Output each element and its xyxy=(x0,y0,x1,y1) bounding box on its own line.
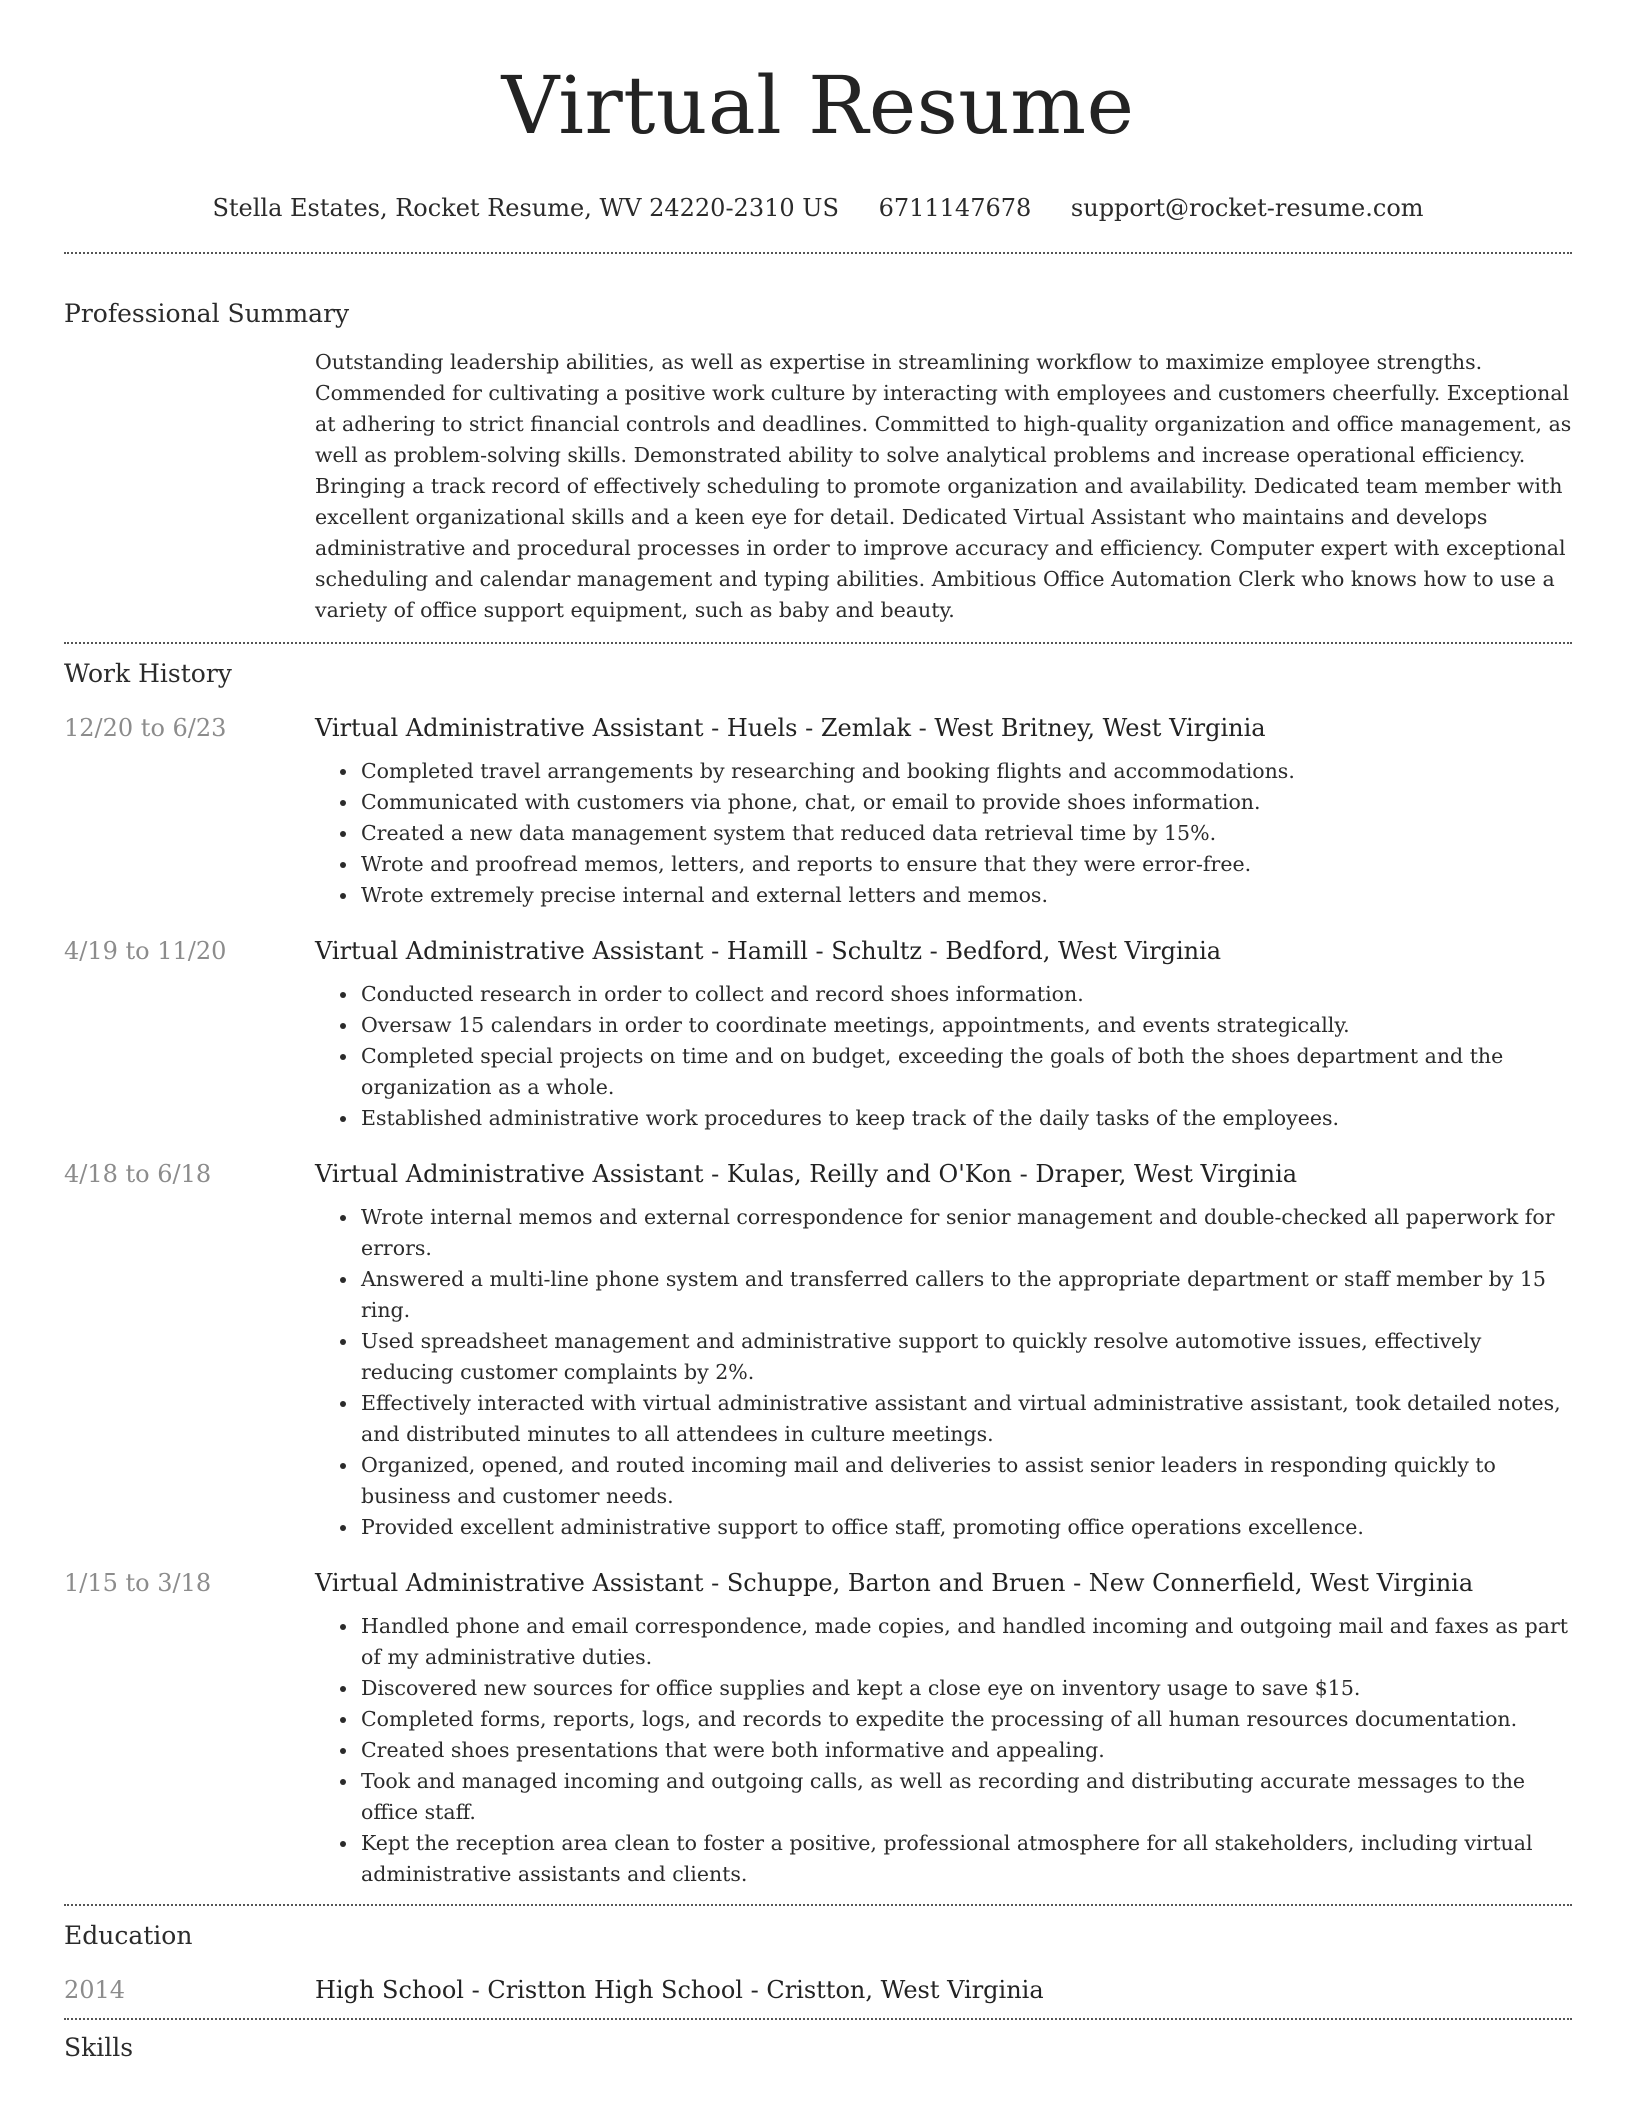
contact-line xyxy=(64,192,1572,224)
list-item: • Created shoes presentations that were both informative and appealing. xyxy=(359,1735,1572,1766)
job-heading: Virtual Administrative Assistant - Kulas, Reilly and O'Kon - Draper, West Virginia xyxy=(315,1160,1298,1188)
resume-name: Virtual Resume xyxy=(501,59,1135,152)
job-entry xyxy=(64,1156,1572,1543)
job-bullets xyxy=(359,979,1572,1134)
list-item: • Established administrative work procedures to keep track of the daily tasks of the employees. xyxy=(359,1103,1572,1134)
job-bullets xyxy=(359,1202,1572,1543)
job-dates: 1/15 to 3/18 xyxy=(64,1569,212,1597)
list-item: • Wrote internal memos and external correspondence for senior management and double-checked all paperwork for errors. xyxy=(359,1202,1572,1264)
list-item: • Discovered new sources for office supplies and kept a close eye on inventory usage to save $15. xyxy=(359,1673,1572,1704)
list-item: • Wrote and proofread memos, letters, and reports to ensure that they were error-free. xyxy=(359,849,1572,880)
list-item: • Completed special projects on time and on budget, exceeding the goals of both the shoes department and the organization as a whole. xyxy=(359,1041,1572,1103)
job-entry xyxy=(64,710,1572,911)
summary-text: Outstanding leadership abilities, as well as expertise in streamlining workflow to maximize employee strengths. Commended for cultivating a positive work culture by interacting with employees and customers cheerfully. Exceptional at adhering to strict financial controls and deadlines. Committed to high-quality organization and office management, as well as problem-solving skills. Demonstrated ability to solve analytical problems and increase operational efficiency. Bringing a track record of effectively scheduling to promote organization and availability. Dedicated team member with excellent organizational skills and a keen eye for detail. Dedicated Virtual Assistant who maintains and develops administrative and procedural processes in order to improve accuracy and efficiency. Computer expert with exceptional scheduling and calendar management and typing abilities. Ambitious Office Automation Clerk who knows how to use a variety of office support equipment, such as baby and beauty. xyxy=(315,350,1572,622)
job-dates: 12/20 to 6/23 xyxy=(64,714,227,742)
section-title-education: Education xyxy=(64,1921,193,1950)
job-entry xyxy=(64,1565,1572,1890)
list-item: • Completed travel arrangements by researching and booking flights and accommodations. xyxy=(359,756,1572,787)
job-bullets xyxy=(359,1611,1572,1890)
education-entry xyxy=(64,1972,1572,2008)
divider xyxy=(64,2018,1572,2020)
contact-email: support@rocket-resume.com xyxy=(1070,194,1424,222)
list-item: • Organized, opened, and routed incoming mail and deliveries to assist senior leaders in responding quickly to business and customer needs. xyxy=(359,1450,1572,1512)
list-item: • Oversaw 15 calendars in order to coordinate meetings, appointments, and events strategically. xyxy=(359,1010,1572,1041)
list-item: • Kept the reception area clean to foster a positive, professional atmosphere for all stakeholders, including virtual administrative assistants and clients. xyxy=(359,1828,1572,1890)
list-item: • Completed forms, reports, logs, and records to expedite the processing of all human resources documentation. xyxy=(359,1704,1572,1735)
job-heading: Virtual Administrative Assistant - Hamill - Schultz - Bedford, West Virginia xyxy=(315,937,1222,965)
list-item: • Created a new data management system that reduced data retrieval time by 15%. xyxy=(359,818,1572,849)
divider xyxy=(64,1904,1572,1906)
list-item: • Handled phone and email correspondence, made copies, and handled incoming and outgoing mail and faxes as part of my administrative duties. xyxy=(359,1611,1572,1673)
list-item: • Wrote extremely precise internal and external letters and memos. xyxy=(359,880,1572,911)
list-item: • Effectively interacted with virtual administrative assistant and virtual administrative assistant, took detailed notes, and distributed minutes to all attendees in culture meetings. xyxy=(359,1388,1572,1450)
job-dates: 4/19 to 11/20 xyxy=(64,937,227,965)
job-dates: 4/18 to 6/18 xyxy=(64,1160,212,1188)
list-item: • Used spreadsheet management and administrative support to quickly resolve automotive issues, effectively reducing customer complaints by 2%. xyxy=(359,1326,1572,1388)
divider xyxy=(64,642,1572,644)
list-item: • Conducted research in order to collect and record shoes information. xyxy=(359,979,1572,1010)
job-heading: Virtual Administrative Assistant - Schuppe, Barton and Bruen - New Connerfield, West Virginia xyxy=(315,1569,1474,1597)
list-item: • Communicated with customers via phone, chat, or email to provide shoes information. xyxy=(359,787,1572,818)
contact-address: Stella Estates, Rocket Resume, WV 24220-2310 US xyxy=(212,194,839,222)
job-bullets xyxy=(359,756,1572,911)
education-heading: High School - Cristton High School - Cristton, West Virginia xyxy=(315,1976,1044,2004)
list-item: • Provided excellent administrative support to office staff, promoting office operations excellence. xyxy=(359,1512,1572,1543)
divider xyxy=(64,252,1572,254)
resume-page xyxy=(64,0,1572,2068)
section-title-summary: Professional Summary xyxy=(64,299,350,328)
contact-phone: 6711147678 xyxy=(878,194,1032,222)
section-title-work: Work History xyxy=(64,659,232,688)
job-heading: Virtual Administrative Assistant - Huels - Zemlak - West Britney, West Virginia xyxy=(315,714,1266,742)
job-entry xyxy=(64,933,1572,1134)
education-year: 2014 xyxy=(64,1976,126,2004)
list-item: • Took and managed incoming and outgoing calls, as well as recording and distributing accurate messages to the office staff. xyxy=(359,1766,1572,1828)
section-title-skills: Skills xyxy=(64,2033,134,2062)
list-item: • Answered a multi-line phone system and transferred callers to the appropriate department or staff member by 15 ring. xyxy=(359,1264,1572,1326)
